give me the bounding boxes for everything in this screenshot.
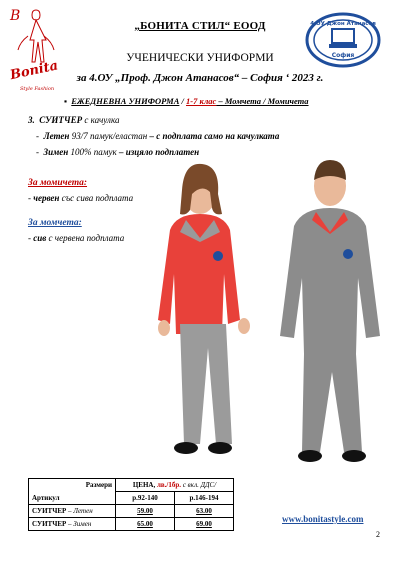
winter-lining: – изцяло подплатен	[118, 147, 200, 157]
company-name: „БОНИТА СТИЛ“ ЕООД	[134, 20, 266, 32]
table-corner-header	[29, 479, 116, 505]
document-title: УЧЕНИЧЕСКИ УНИФОРМИ	[126, 52, 274, 64]
page-number: 2	[376, 530, 380, 539]
bullet-grade: 1-7 клас	[186, 96, 217, 106]
summer-label: Летен	[43, 131, 70, 141]
girls-lining: със сива подплата	[59, 193, 134, 203]
row-price-large: 63.00	[175, 505, 234, 518]
section-number: 3.	[28, 115, 35, 125]
logo-subtext: Style Fashion	[20, 86, 55, 92]
row-article: СУИТЧЕР – Зимен	[29, 518, 116, 531]
bullet-rest: – Момчета / Момичета	[216, 96, 309, 106]
summer-line: - Летен 93/7 памук/еластан – с подплата само на качулката	[36, 131, 280, 141]
price-head-unit: лв./1бр.	[156, 481, 182, 489]
boys-color: сив	[33, 233, 47, 243]
price-header	[116, 479, 234, 492]
table-row	[29, 518, 234, 531]
size-col-1: р.92-140	[116, 492, 175, 505]
boys-text: - сив с червена подплата	[28, 233, 125, 243]
size-col-2: р.146-194	[175, 492, 234, 505]
winter-label: Зимен	[43, 147, 69, 157]
price-head-a: ЦЕНА,	[132, 481, 157, 489]
bullet-sep: /	[179, 96, 187, 106]
section-desc: с качулка	[82, 115, 120, 125]
row-price-large: 69.00	[175, 518, 234, 531]
svg-text:B: B	[10, 8, 21, 24]
section-name: СУИТЧЕР	[39, 115, 83, 125]
sizes-label: Размери	[85, 481, 112, 489]
row-price-small: 59.00	[116, 505, 175, 518]
girls-text: - червен със сива подплата	[28, 193, 134, 203]
girls-color: червен	[33, 193, 60, 203]
price-table	[28, 478, 234, 531]
article-label: Артикул	[32, 494, 60, 502]
logo-text: Bonita	[8, 58, 60, 84]
boys-lining: с червена подплата	[46, 233, 125, 243]
summer-lining: – с подплата само на качулката	[149, 131, 280, 141]
summer-material: 93/7 памук/еластан	[69, 131, 150, 141]
website-link[interactable]: www.bonitastyle.com	[282, 514, 364, 524]
school-logo-top-text: 4 ОУ Джон Атанасов	[310, 21, 376, 27]
winter-material: 100% памук	[68, 147, 119, 157]
boys-heading: За момчета:	[28, 218, 82, 228]
document-subtitle: за 4.ОУ „Проф. Джон Атанасов“ – София ‘ 2023 г.	[76, 72, 324, 84]
product-photo	[150, 160, 390, 470]
bullet-main: ЕЖЕДНЕВНА УНИФОРМА	[71, 96, 180, 106]
price-head-vat: с вкл. ДДС/	[181, 481, 217, 489]
uniform-bullet	[64, 96, 309, 106]
row-price-small: 65.00	[116, 518, 175, 531]
school-logo-bottom-text: София	[331, 52, 355, 59]
girl-figure	[158, 164, 250, 454]
bullet-icon: ▪	[64, 96, 68, 106]
row-article: СУИТЧЕР – Летен	[29, 505, 116, 518]
girls-heading: За момичета:	[28, 178, 88, 188]
boy-figure	[280, 160, 380, 462]
section-heading	[28, 115, 119, 125]
winter-line: - Зимен 100% памук – изцяло подплатен	[36, 147, 200, 157]
table-row	[29, 505, 234, 518]
